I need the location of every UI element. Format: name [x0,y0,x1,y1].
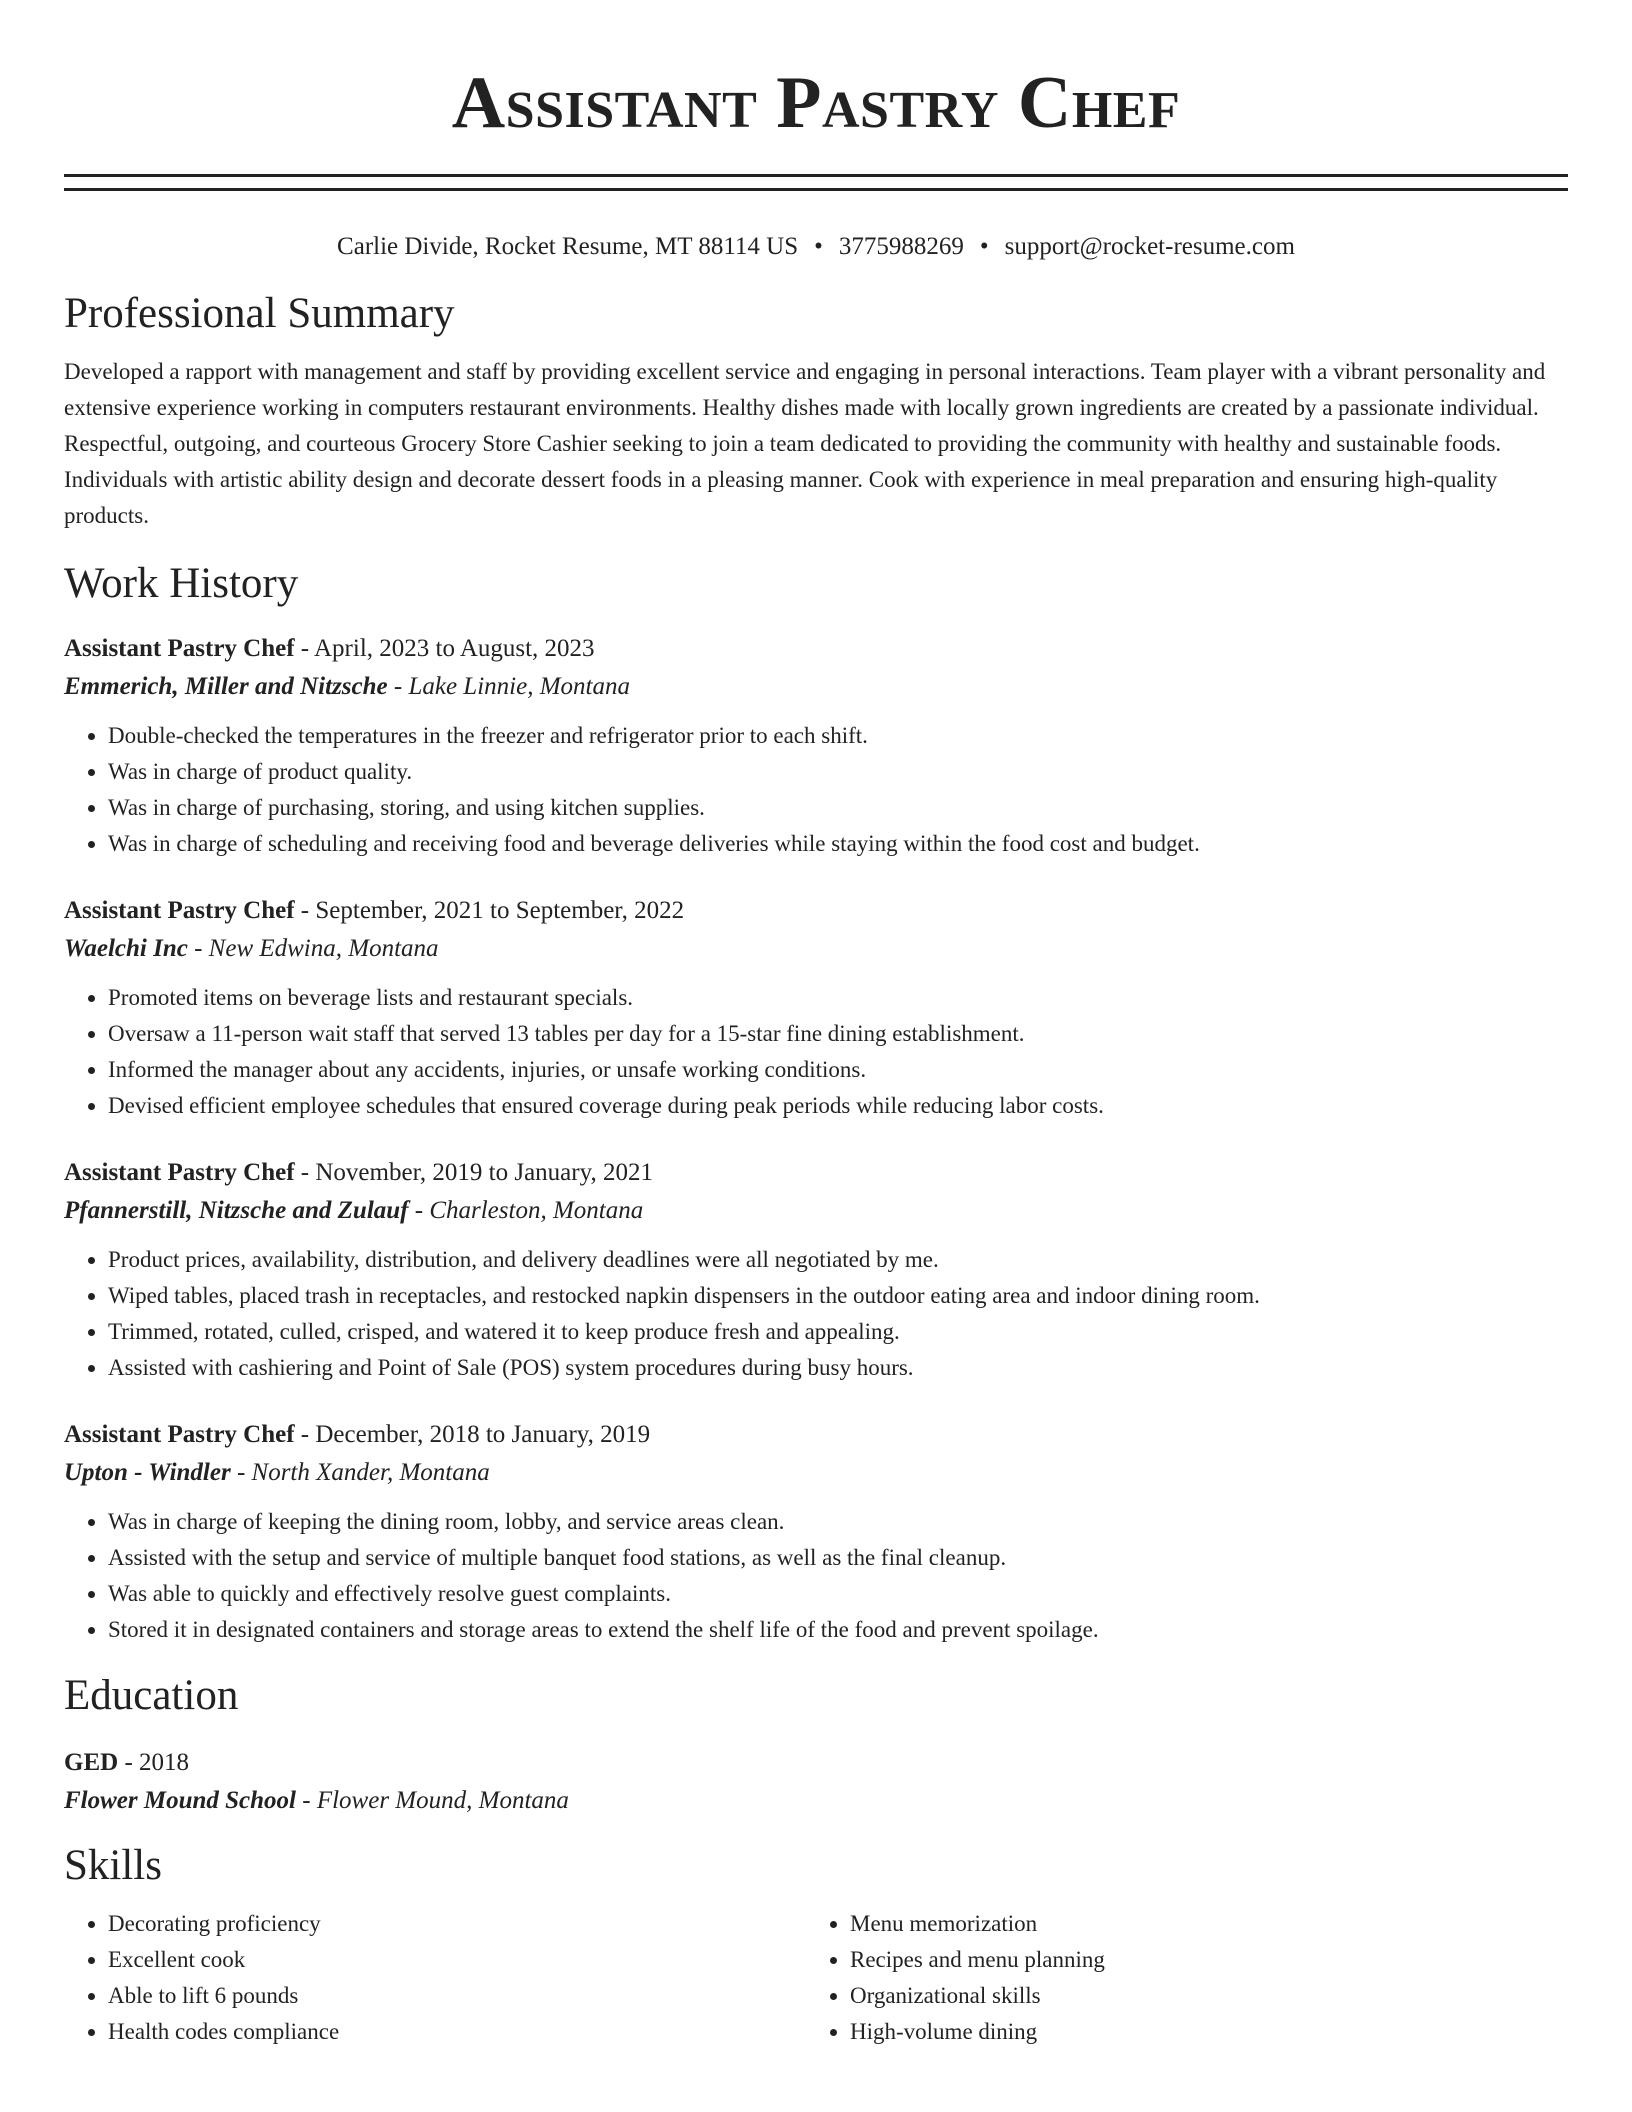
skills-column-right [806,1906,1548,2050]
job-entry [64,1416,1568,1648]
job-title: Assistant Pastry Chef [64,1421,295,1448]
job-bullet: • Was in charge of keeping the dining room, lobby, and service areas clean. [108,1504,1568,1540]
education-school-line [64,1782,1568,1820]
skill-item: • Excellent cook [108,1942,806,1978]
job-bullet: • Double-checked the temperatures in the freezer and refrigerator prior to each shift. [108,718,1568,754]
contact-email: support@rocket-resume.com [1004,233,1295,260]
skill-item: • Health codes compliance [108,2014,806,2050]
job-location: - New Edwina, Montana [187,935,439,962]
job-bullet: • Was in charge of purchasing, storing, and using kitchen supplies. [108,790,1568,826]
job-bullet: • Product prices, availability, distribution, and delivery deadlines were all negotiated by me. [108,1242,1568,1278]
contact-line [64,230,1568,264]
job-dates: - April, 2023 to August, 2023 [294,635,595,662]
job-entry [64,630,1568,862]
education-location: - Flower Mound, Montana [296,1787,569,1814]
job-bullet: • Stored it in designated containers and storage areas to extend the shelf life of the food and prevent spoilage. [108,1612,1568,1648]
skill-item: • Menu memorization [850,1906,1548,1942]
skill-item: • Able to lift 6 pounds [108,1978,806,2014]
education-school: Flower Mound School [64,1787,297,1814]
job-bullet: • Was in charge of product quality. [108,754,1568,790]
job-company: Waelchi Inc [64,935,188,962]
job-company-line [64,1454,1568,1492]
skill-item: • Organizational skills [850,1978,1548,2014]
summary-text: Developed a rapport with management and staff by providing excellent service and engaging in personal interactions. Team player with a vibrant personality and extensive experience working in computers restaurant environments. Healthy dishes made with locally grown ingredients are created by a passionate individual. Respectful, outgoing, and courteous Grocery Store Cashier seeking to join a team dedicated to providing the community with healthy and sustainable foods. Individuals with artistic ability design and decorate dessert foods in a pleasing manner. Cook with experience in meal preparation and ensuring high-quality products. [64,359,1546,528]
contact-separator: • [814,233,823,260]
contact-phone: 3775988269 [838,233,964,260]
job-company-line [64,668,1568,706]
job-title: Assistant Pastry Chef [64,897,295,924]
job-bullet: • Trimmed, rotated, culled, crisped, and watered it to keep produce fresh and appealing. [108,1314,1568,1350]
job-title-line [64,630,1568,668]
title-double-rule [64,174,1568,191]
education-year: - 2018 [118,1749,190,1776]
job-title-line [64,1154,1568,1192]
job-company: Emmerich, Miller and Nitzsche [64,673,388,700]
skills-heading: Skills [64,1842,162,1889]
job-bullet: • Assisted with the setup and service of multiple banquet food stations, as well as the final cleanup. [108,1540,1568,1576]
job-bullet: • Wiped tables, placed trash in receptacles, and restocked napkin dispensers in the outdoor eating area and indoor dining room. [108,1278,1568,1314]
job-bullet: • Informed the manager about any accidents, injuries, or unsafe working conditions. [108,1052,1568,1088]
job-title-line [64,1416,1568,1454]
job-title: Assistant Pastry Chef [64,635,295,662]
job-bullet: • Promoted items on beverage lists and restaurant specials. [108,980,1568,1016]
job-entry [64,892,1568,1124]
job-company: Pfannerstill, Nitzsche and Zulauf [64,1197,409,1224]
job-location: - Lake Linnie, Montana [387,673,630,700]
skills-grid [64,1906,1568,2050]
education-heading: Education [64,1672,239,1719]
job-company-line [64,1192,1568,1230]
job-bullet-list [64,718,1568,862]
contact-separator: • [979,233,989,260]
education-degree-line [64,1744,1568,1782]
job-company-line [64,930,1568,968]
job-bullet: • Devised efficient employee schedules that ensured coverage during peak periods while reducing labor costs. [108,1088,1568,1124]
work-history-heading: Work History [64,560,299,607]
job-title-line [64,892,1568,930]
job-bullet: • Assisted with cashiering and Point of Sale (POS) system procedures during busy hours. [108,1350,1568,1386]
job-location: - North Xander, Montana [230,1459,490,1486]
job-location: - Charleston, Montana [408,1197,644,1224]
skill-item: • High-volume dining [850,2014,1548,2050]
job-bullet: • Oversaw a 11-person wait staff that served 13 tables per day for a 15-star fine dining establishment. [108,1016,1568,1052]
job-entry [64,1154,1568,1386]
work-history-list [64,630,1568,1648]
summary-heading: Professional Summary [64,290,455,337]
job-title: Assistant Pastry Chef [64,1159,295,1186]
job-bullet-list [64,980,1568,1124]
education-degree: GED [64,1749,119,1776]
job-bullet: • Was able to quickly and effectively resolve guest complaints. [108,1576,1568,1612]
job-bullet: • Was in charge of scheduling and receiving food and beverage deliveries while staying within the food cost and budget. [108,826,1568,862]
job-dates: - December, 2018 to January, 2019 [294,1421,651,1448]
skill-item: • Recipes and menu planning [850,1942,1548,1978]
education-entry [64,1744,1568,1820]
job-dates: - September, 2021 to September, 2022 [294,897,685,924]
job-dates: - November, 2019 to January, 2021 [294,1159,653,1186]
skill-item: • Decorating proficiency [108,1906,806,1942]
page-title: Assistant Pastry Chef [451,62,1181,144]
contact-address: Carlie Divide, Rocket Resume, MT 88114 US [337,233,799,260]
job-company: Upton - Windler [64,1459,231,1486]
job-bullet-list [64,1242,1568,1386]
job-bullet-list [64,1504,1568,1648]
skills-column-left [64,1906,806,2050]
